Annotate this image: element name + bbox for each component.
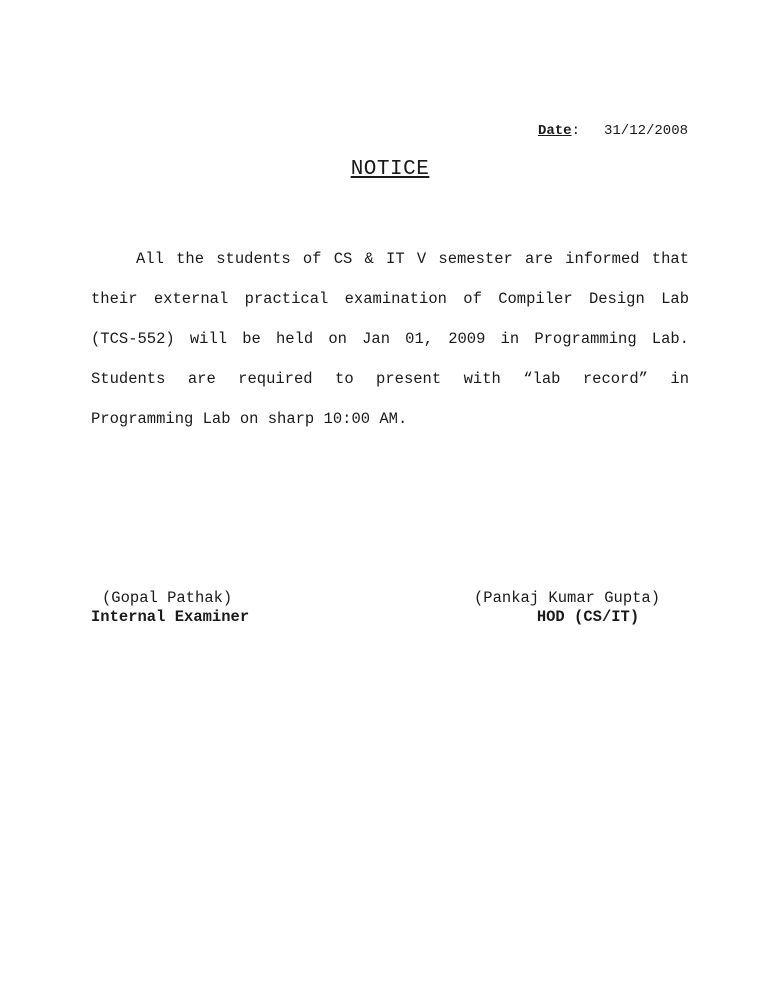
signatory-name: (Gopal Pathak)	[102, 589, 233, 607]
date-line	[538, 123, 688, 139]
signature-internal-examiner	[91, 589, 249, 627]
notice-title: NOTICE	[350, 158, 430, 181]
signature-hod	[474, 589, 686, 627]
notice-body: All the students of CS & IT V semester are informed that their external practical examination of Compiler Design Lab (TCS-552) will be held on Jan 01, 2009 in Programming Lab. Students are required to present with “lab record” in Programming Lab on sharp 10:00 AM.	[91, 250, 689, 428]
date-label: Date	[537, 123, 572, 139]
signatory-title: Internal Examiner	[91, 608, 250, 626]
date-separator: :	[571, 123, 580, 139]
signatory-name: (Pankaj Kumar Gupta)	[474, 589, 661, 607]
date-value: 31/12/2008	[603, 123, 688, 139]
signatory-title: HOD (CS/IT)	[536, 608, 640, 626]
